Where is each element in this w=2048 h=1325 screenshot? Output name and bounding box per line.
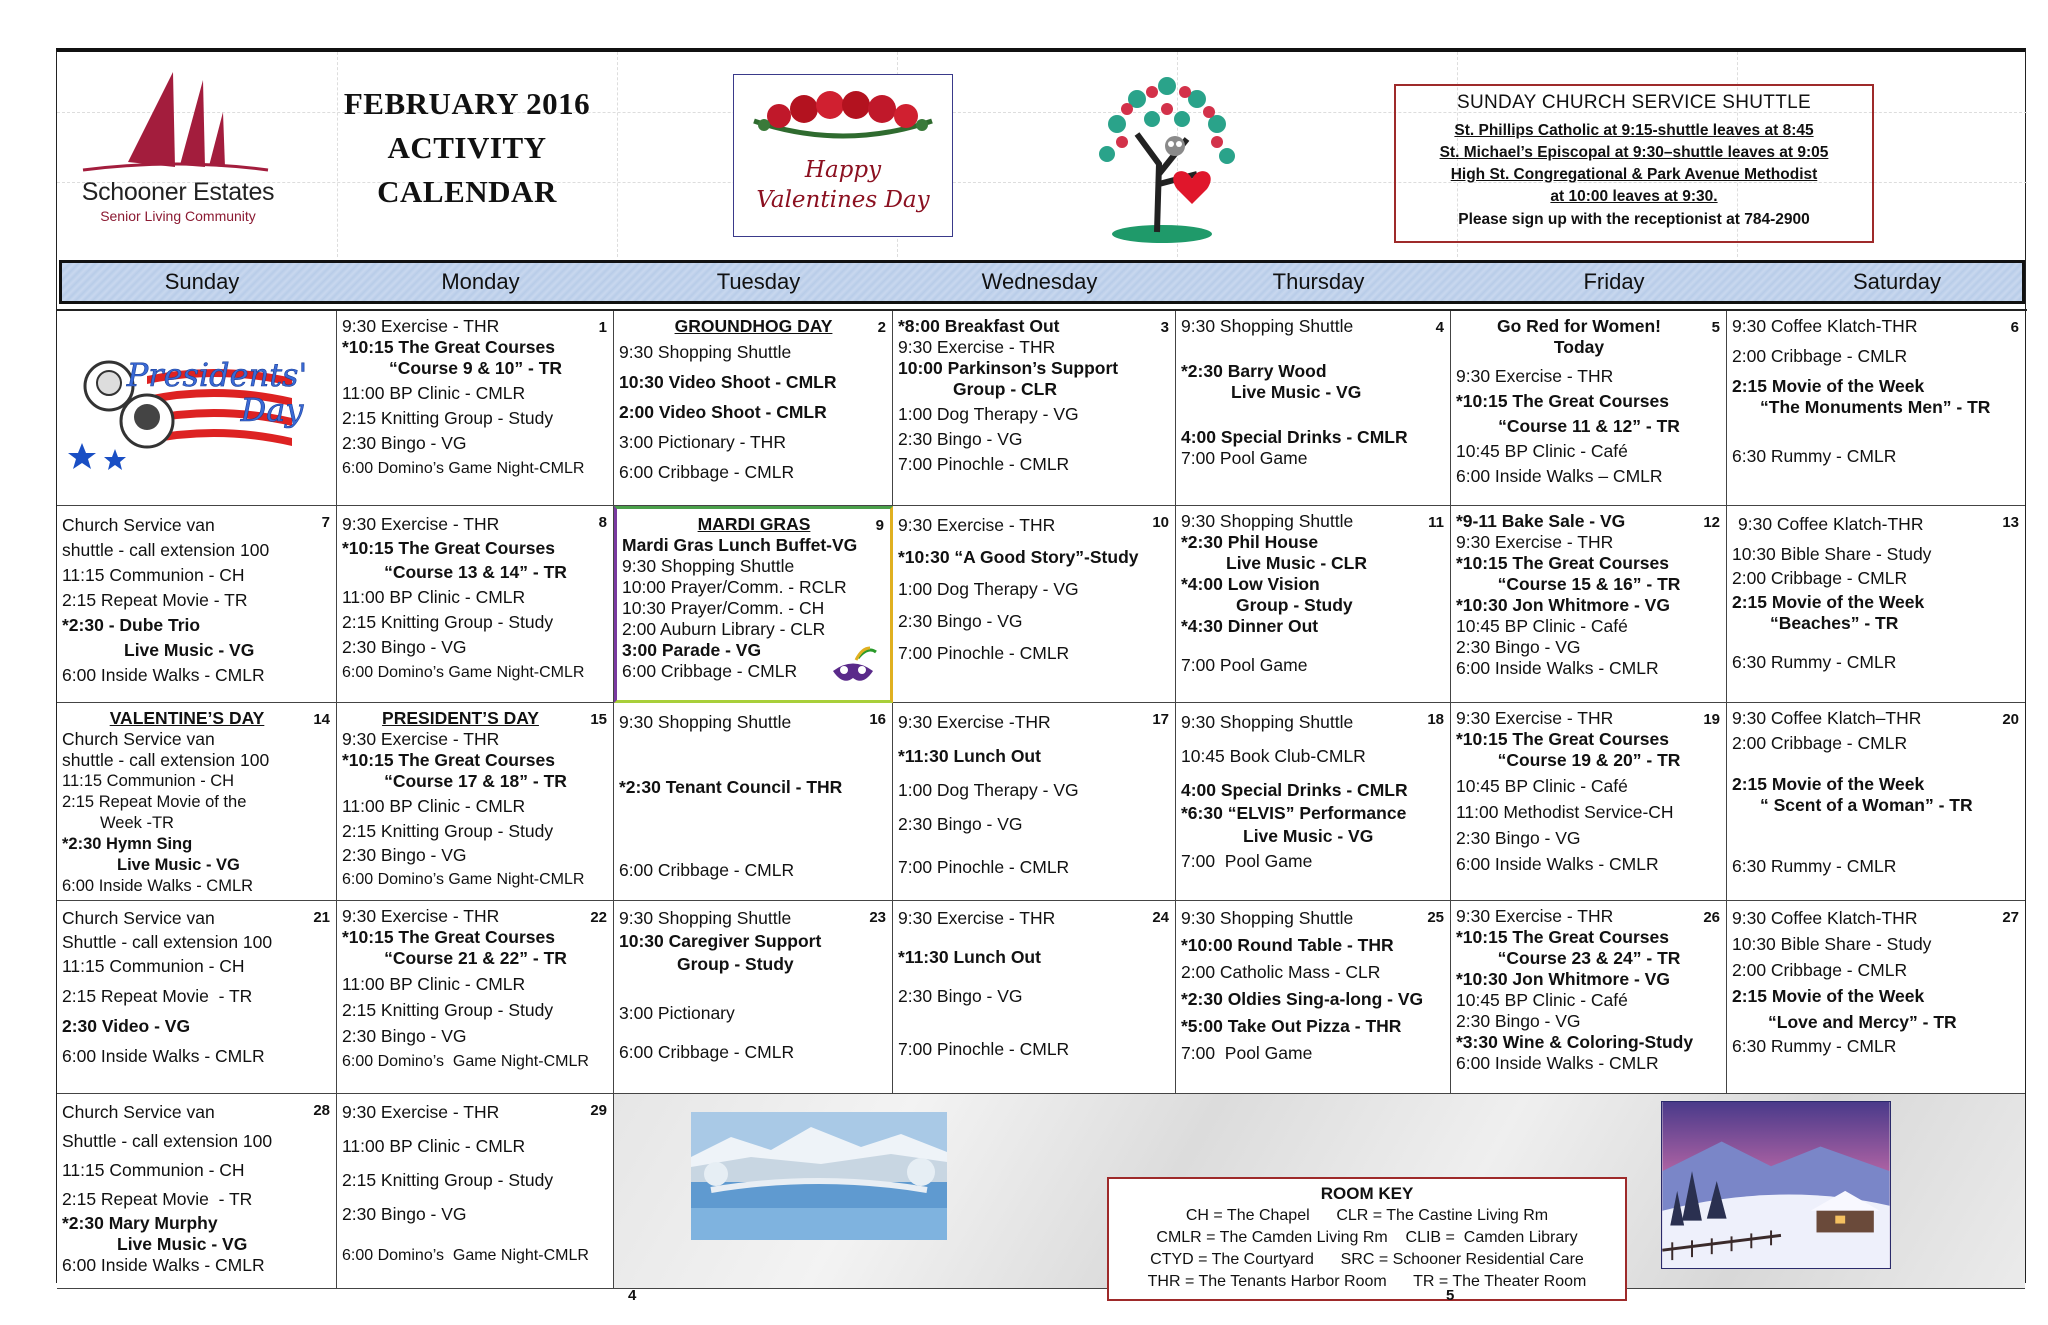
day-cell-12: 12 *9-11 Bake Sale - VG 9:30 Exercise - THR *10:15 The Great Courses “Course 15 & 16” - TR *10:30 Jon Whitmore - VG 10:45 BP Clinic - Café 2:30 Bingo - VG 6:00 Inside Walks - CMLR bbox=[1451, 506, 1727, 703]
presidents-graphic-line-2: Day bbox=[240, 391, 304, 429]
winter-cabin-image bbox=[1661, 1101, 1891, 1269]
day-cell-20: 20 9:30 Coffee Klatch–THR 2:00 Cribbage - CMLR 2:15 Movie of the Week “ Scent of a Woman” - TR 6:30 Rummy - CMLR bbox=[1727, 703, 2025, 901]
day-cell-19: 19 9:30 Exercise - THR *10:15 The Great Courses “Course 19 & 20” - TR 10:45 BP Clinic - Café 11:00 Methodist Service-CH 2:30 Bingo - VG 6:00 Inside Walks - CMLR bbox=[1451, 703, 1727, 901]
presidents-graphic-line-1: Presidents' bbox=[126, 356, 308, 394]
day-cell-18: 18 9:30 Shopping Shuttle 10:45 Book Club-CMLR 4:00 Special Drinks - CMLR *6:30 “ELVIS” Performance Live Music - VG 7:00 Pool Game bbox=[1176, 703, 1451, 901]
day-cell-14: 14 VALENTINE’S DAY Church Service van shuttle - call extension 100 11:15 Communion - CH 2:15 Repeat Movie of the Week -TR *2:30 Hymn Sing Live Music - VG 6:00 Inside Walks - CMLR bbox=[57, 703, 337, 901]
weekday-friday: Friday bbox=[1583, 269, 1645, 294]
valentine-line-2: Valentines Day bbox=[756, 187, 930, 213]
room-key: ROOM KEY CH = The Chapel CLR = The Castine Living Rm CMLR = The Camden Living Rm CLIB = Camden Library CTYD = The Courtyard SRC = Schooner Residential Care THR = The Tenants Harbor Room TR = The Theater Room bbox=[1107, 1177, 1627, 1301]
weekday-header bbox=[59, 260, 2025, 304]
day-cell-15: 15 PRESIDENT’S DAY 9:30 Exercise - THR *10:15 The Great Courses “Course 17 & 18” - TR 11:00 BP Clinic - CMLR 2:15 Knitting Group - Study 2:30 Bingo - VG 6:00 Domino’s Game Night-CMLR bbox=[337, 703, 614, 901]
day-cell-16: 16 9:30 Shopping Shuttle *2:30 Tenant Council - THR 6:00 Cribbage - CMLR bbox=[614, 703, 893, 901]
weekday-tuesday: Tuesday bbox=[716, 269, 801, 294]
day-cell-22: 22 9:30 Exercise - THR *10:15 The Great Courses “Course 21 & 22” - TR 11:00 BP Clinic - CMLR 2:15 Knitting Group - Study 2:30 Bingo - VG 6:00 Domino’s Game Night-CMLR bbox=[337, 901, 614, 1094]
day-cell-5: 5 Go Red for Women! Today 9:30 Exercise - THR *10:15 The Great Courses “Course 11 & 12” - TR 10:45 BP Clinic - Café 6:00 Inside Walks – CMLR bbox=[1451, 311, 1727, 506]
weekday-monday: Monday bbox=[441, 269, 520, 294]
day-cell-1: 1 9:30 Exercise - THR *10:15 The Great Courses “Course 9 & 10” - TR 11:00 BP Clinic - CMLR 2:15 Knitting Group - Study 2:30 Bingo - VG 6:00 Domino’s Game Night-CMLR bbox=[337, 311, 614, 506]
shuttle-title: SUNDAY CHURCH SERVICE SHUTTLE bbox=[1457, 92, 1811, 113]
calendar-header bbox=[57, 52, 2027, 257]
sailboat-icon bbox=[63, 62, 293, 177]
shuttle-footer: Please sign up with the receptionist at 784-2900 bbox=[1458, 211, 1810, 228]
day-cell-13: 13 9:30 Coffee Klatch-THR 10:30 Bible Share - Study 2:00 Cribbage - CMLR 2:15 Movie of the Week “Beaches” - TR 6:30 Rummy - CMLR bbox=[1727, 506, 2025, 703]
day-cell-28: 28 Church Service van Shuttle - call extension 100 11:15 Communion - CH 2:15 Repeat Movie - TR *2:30 Mary Murphy Live Music - VG 6:00 Inside Walks - CMLR bbox=[57, 1094, 337, 1289]
page-number-left: 4 bbox=[628, 1287, 637, 1304]
logo-name: Schooner Estates bbox=[81, 178, 275, 206]
day-cell-24: 24 9:30 Exercise - THR *11:30 Lunch Out 2:30 Bingo - VG 7:00 Pinochle - CMLR bbox=[893, 901, 1176, 1094]
weekday-sunday: Sunday bbox=[164, 269, 240, 294]
schooner-estates-logo bbox=[63, 62, 293, 232]
day-cell-11: 11 9:30 Shopping Shuttle *2:30 Phil House Live Music - CLR *4:00 Low Vision Group - Study *4:30 Dinner Out 7:00 Pool Game bbox=[1176, 506, 1451, 703]
day-cell-27: 27 9:30 Coffee Klatch-THR 10:30 Bible Share - Study 2:00 Cribbage - CMLR 2:15 Movie of the Week “Love and Mercy” - TR 6:30 Rummy - CMLR bbox=[1727, 901, 2025, 1094]
day-cell-10: 10 9:30 Exercise - THR *10:30 “A Good Story”-Study 1:00 Dog Therapy - VG 2:30 Bingo - VG 7:00 Pinochle - CMLR bbox=[893, 506, 1176, 703]
weekday-saturday: Saturday bbox=[1852, 269, 1942, 294]
day-cell-25: 25 9:30 Shopping Shuttle *10:00 Round Table - THR 2:00 Catholic Mass - CLR *2:30 Oldies Sing-a-long - VG *5:00 Take Out Pizza - THR 7:00 Pool Game bbox=[1176, 901, 1451, 1094]
heart-tree-icon bbox=[1077, 64, 1247, 244]
day-cell-3: 3 *8:00 Breakfast Out 9:30 Exercise - THR 10:00 Parkinson’s Support Group - CLR 1:00 Dog Therapy - VG 2:30 Bingo - VG 7:00 Pinochle - CMLR bbox=[893, 311, 1176, 506]
winter-lake-image bbox=[691, 1112, 947, 1240]
day-cell-26: 26 9:30 Exercise - THR *10:15 The Great Courses “Course 23 & 24” - TR *10:30 Jon Whitmore - VG 10:45 BP Clinic - Café 2:30 Bingo - VG *3:30 Wine & Coloring-Study 6:00 Inside Walks - CMLR bbox=[1451, 901, 1727, 1094]
weekday-thursday: Thursday bbox=[1272, 269, 1365, 294]
roses-icon bbox=[734, 81, 952, 151]
weekday-wednesday: Wednesday bbox=[981, 269, 1098, 294]
valentines-card bbox=[733, 74, 953, 237]
page-number-right: 5 bbox=[1446, 1287, 1455, 1304]
valentine-line-1: Happy bbox=[804, 157, 882, 183]
room-key-title: ROOM KEY bbox=[1320, 1184, 1414, 1203]
mardi-gras-mask-icon bbox=[828, 646, 878, 696]
day-cell-21: 21 Church Service van Shuttle - call extension 100 11:15 Communion - CH 2:15 Repeat Movie - TR 2:30 Video - VG 6:00 Inside Walks - CMLR bbox=[57, 901, 337, 1094]
day-cell-8: 8 9:30 Exercise - THR *10:15 The Great Courses “Course 13 & 14” - TR 11:00 BP Clinic - CMLR 2:15 Knitting Group - Study 2:30 Bingo - VG 6:00 Domino’s Game Night-CMLR bbox=[337, 506, 614, 703]
day-cell-2: 2 GROUNDHOG DAY 9:30 Shopping Shuttle 10:30 Video Shoot - CMLR 2:00 Video Shoot - CMLR 3:00 Pictionary - THR 6:00 Cribbage - CMLR bbox=[614, 311, 893, 506]
day-cell-empty bbox=[57, 311, 337, 506]
day-cell-6: 6 9:30 Coffee Klatch-THR 2:00 Cribbage - CMLR 2:15 Movie of the Week “The Monuments Men” - TR 6:30 Rummy - CMLR bbox=[1727, 311, 2025, 506]
day-cell-4: 4 9:30 Shopping Shuttle *2:30 Barry Wood Live Music - VG 4:00 Special Drinks - CMLR 7:00 Pool Game bbox=[1176, 311, 1451, 506]
day-cell-9: 9 MARDI GRAS Mardi Gras Lunch Buffet-VG 9:30 Shopping Shuttle 10:00 Prayer/Comm. - RCLR 10:30 Prayer/Comm. - CH 2:00 Auburn Library - CLR 3:00 Parade - VG 6:00 Cribbage - CMLR bbox=[614, 506, 893, 703]
day-cell-7: 7 Church Service van shuttle - call extension 100 11:15 Communion - CH 2:15 Repeat Movie - TR *2:30 - Dube Trio Live Music - VG 6:00 Inside Walks - CMLR bbox=[57, 506, 337, 703]
presidents-day-graphic bbox=[67, 331, 327, 481]
logo-tagline: Senior Living Community bbox=[100, 208, 256, 224]
church-shuttle-box: SUNDAY CHURCH SERVICE SHUTTLE St. Phillips Catholic at 9:15-shuttle leaves at 8:45 St. Michael’s Episcopal at 9:30–shuttle leaves at 9:05 High St. Congregational & Park Avenue Methodist at 10:00 leaves at 9:30. Please sign up with the receptionist at 784-2900 bbox=[1394, 84, 1874, 243]
calendar-grid bbox=[57, 309, 2027, 1290]
calendar-sheet bbox=[56, 48, 2026, 1290]
day-cell-29: 29 9:30 Exercise - THR 11:00 BP Clinic - CMLR 2:15 Knitting Group - Study 2:30 Bingo - VG 6:00 Domino’s Game Night-CMLR bbox=[337, 1094, 614, 1289]
day-cell-17: 17 9:30 Exercise -THR *11:30 Lunch Out 1:00 Dog Therapy - VG 2:30 Bingo - VG 7:00 Pinochle - CMLR bbox=[893, 703, 1176, 901]
page-title: FEBRUARY 2016 ACTIVITY CALENDAR bbox=[343, 86, 591, 209]
day-cell-23: 23 9:30 Shopping Shuttle 10:30 Caregiver Support Group - Study 3:00 Pictionary 6:00 Cribbage - CMLR bbox=[614, 901, 893, 1094]
